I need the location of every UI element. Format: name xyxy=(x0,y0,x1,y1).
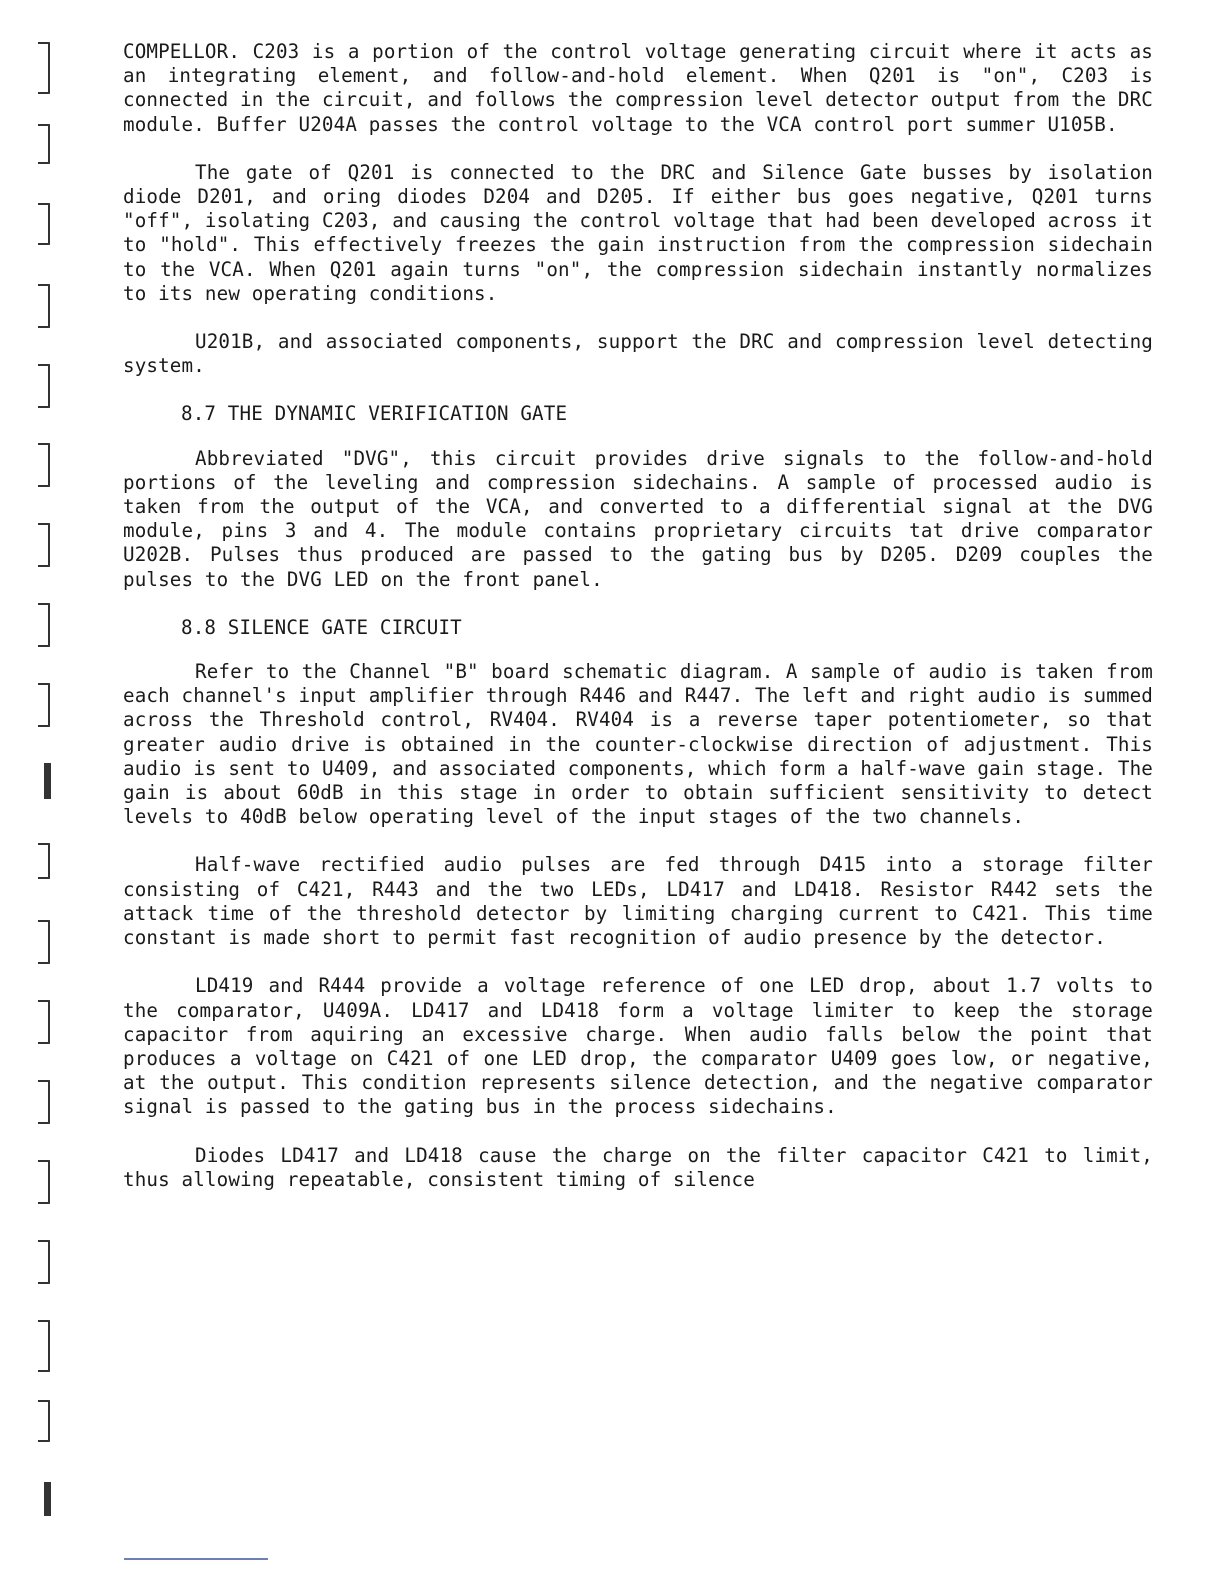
binding-bracket xyxy=(38,443,50,487)
binding-bracket xyxy=(38,203,50,245)
binding-bracket xyxy=(38,364,50,408)
footer-rule xyxy=(124,1558,268,1560)
binding-bracket xyxy=(38,843,50,879)
binding-bar xyxy=(44,1482,51,1516)
paragraph-q201-gate: The gate of Q201 is connected to the DRC and Silence Gate busses by isolation diode D201, and oring diodes D204 and D205. If either bus goes negative, Q201 turns "off", isolating C203, and causing the control voltage that had been developed across it to "hold". This effectively freezes the gain instruction from the compression sidechain to the VCA. When Q201 again turns "on", the compression sidechain instantly normalizes to its new operating conditions. xyxy=(123,160,1153,305)
binding-bracket xyxy=(38,1160,50,1204)
binding-bracket xyxy=(38,1080,50,1124)
paragraph-rectified-pulses: Half-wave rectified audio pulses are fed through D415 into a storage filter consisting of C421, R443 and the two LEDs, LD417 and LD418. Resistor R442 sets the attack time of the threshold detector by limiting charging current to C421. This time constant is made short to permit fast recognition of audio presence by the detector. xyxy=(123,853,1153,950)
binding-bracket xyxy=(38,1240,50,1284)
binding-marks xyxy=(30,0,70,1584)
paragraph-voltage-reference: LD419 and R444 provide a voltage reference of one LED drop, about 1.7 volts to the comparator, U409A. LD417 and LD418 form a voltage limiter to keep the storage capacitor from aquiring an excessive charge. When audio falls below the point that produces a voltage on C421 of one LED drop, the comparator U409 goes low, or negative, at the output. This condition represents silence detection, and the negative comparator signal is passed to the gating bus in the process sidechains. xyxy=(123,974,1153,1119)
binding-bracket xyxy=(38,1320,50,1372)
paragraph-silence-gate-intro: Refer to the Channel "B" board schematic diagram. A sample of audio is taken from each channel's input amplifier through R446 and R447. The left and right audio is summed across the Threshold control, RV404. RV404 is a reverse taper potentiometer, so that greater audio drive is obtained in the counter-clockwise direction of adjustment. This audio is sent to U409, and associated components, which form a half-wave gain stage. The gain is about 60dB in this stage in order to obtain sufficient sensitivity to detect levels to 40dB below operating level of the input stages of the two channels. xyxy=(123,660,1153,829)
binding-bracket xyxy=(38,683,50,727)
section-heading-8-7: 8.7 THE DYNAMIC VERIFICATION GATE xyxy=(181,402,568,426)
binding-bracket xyxy=(38,523,50,567)
binding-bracket xyxy=(38,603,50,647)
binding-bar xyxy=(44,763,51,799)
page-body xyxy=(123,40,1153,1216)
binding-bracket xyxy=(38,1400,50,1442)
paragraph-u201b: U201B, and associated components, support the DRC and compression level detecting system. xyxy=(123,330,1153,378)
binding-bracket xyxy=(38,42,50,94)
paragraph-diodes-limit: Diodes LD417 and LD418 cause the charge on the filter capacitor C421 to limit, thus allowing repeatable, consistent timing of silence xyxy=(123,1143,1153,1191)
binding-bracket xyxy=(38,1000,50,1044)
paragraph-compellor: COMPELLOR. C203 is a portion of the control voltage generating circuit where it acts as an integrating element, and follow-and-hold element. When Q201 is "on", C203 is connected in the circuit, and follows the compression level detector output from the DRC module. Buffer U204A passes the control voltage to the VCA control port summer U105B. xyxy=(123,40,1153,136)
paragraph-dvg: Abbreviated "DVG", this circuit provides drive signals to the follow-and-hold portions of the leveling and compression sidechains. A sample of processed audio is taken from the output of the VCA, and converted to a differential signal at the DVG module, pins 3 and 4. The module contains proprietary circuits tat drive comparator U202B. Pulses thus produced are passed to the gating bus by D205. D209 couples the pulses to the DVG LED on the front panel. xyxy=(123,446,1153,591)
binding-bracket xyxy=(38,920,50,964)
binding-bracket xyxy=(38,284,50,328)
section-heading-8-8: 8.8 SILENCE GATE CIRCUIT xyxy=(181,615,462,639)
binding-bracket xyxy=(38,124,50,164)
